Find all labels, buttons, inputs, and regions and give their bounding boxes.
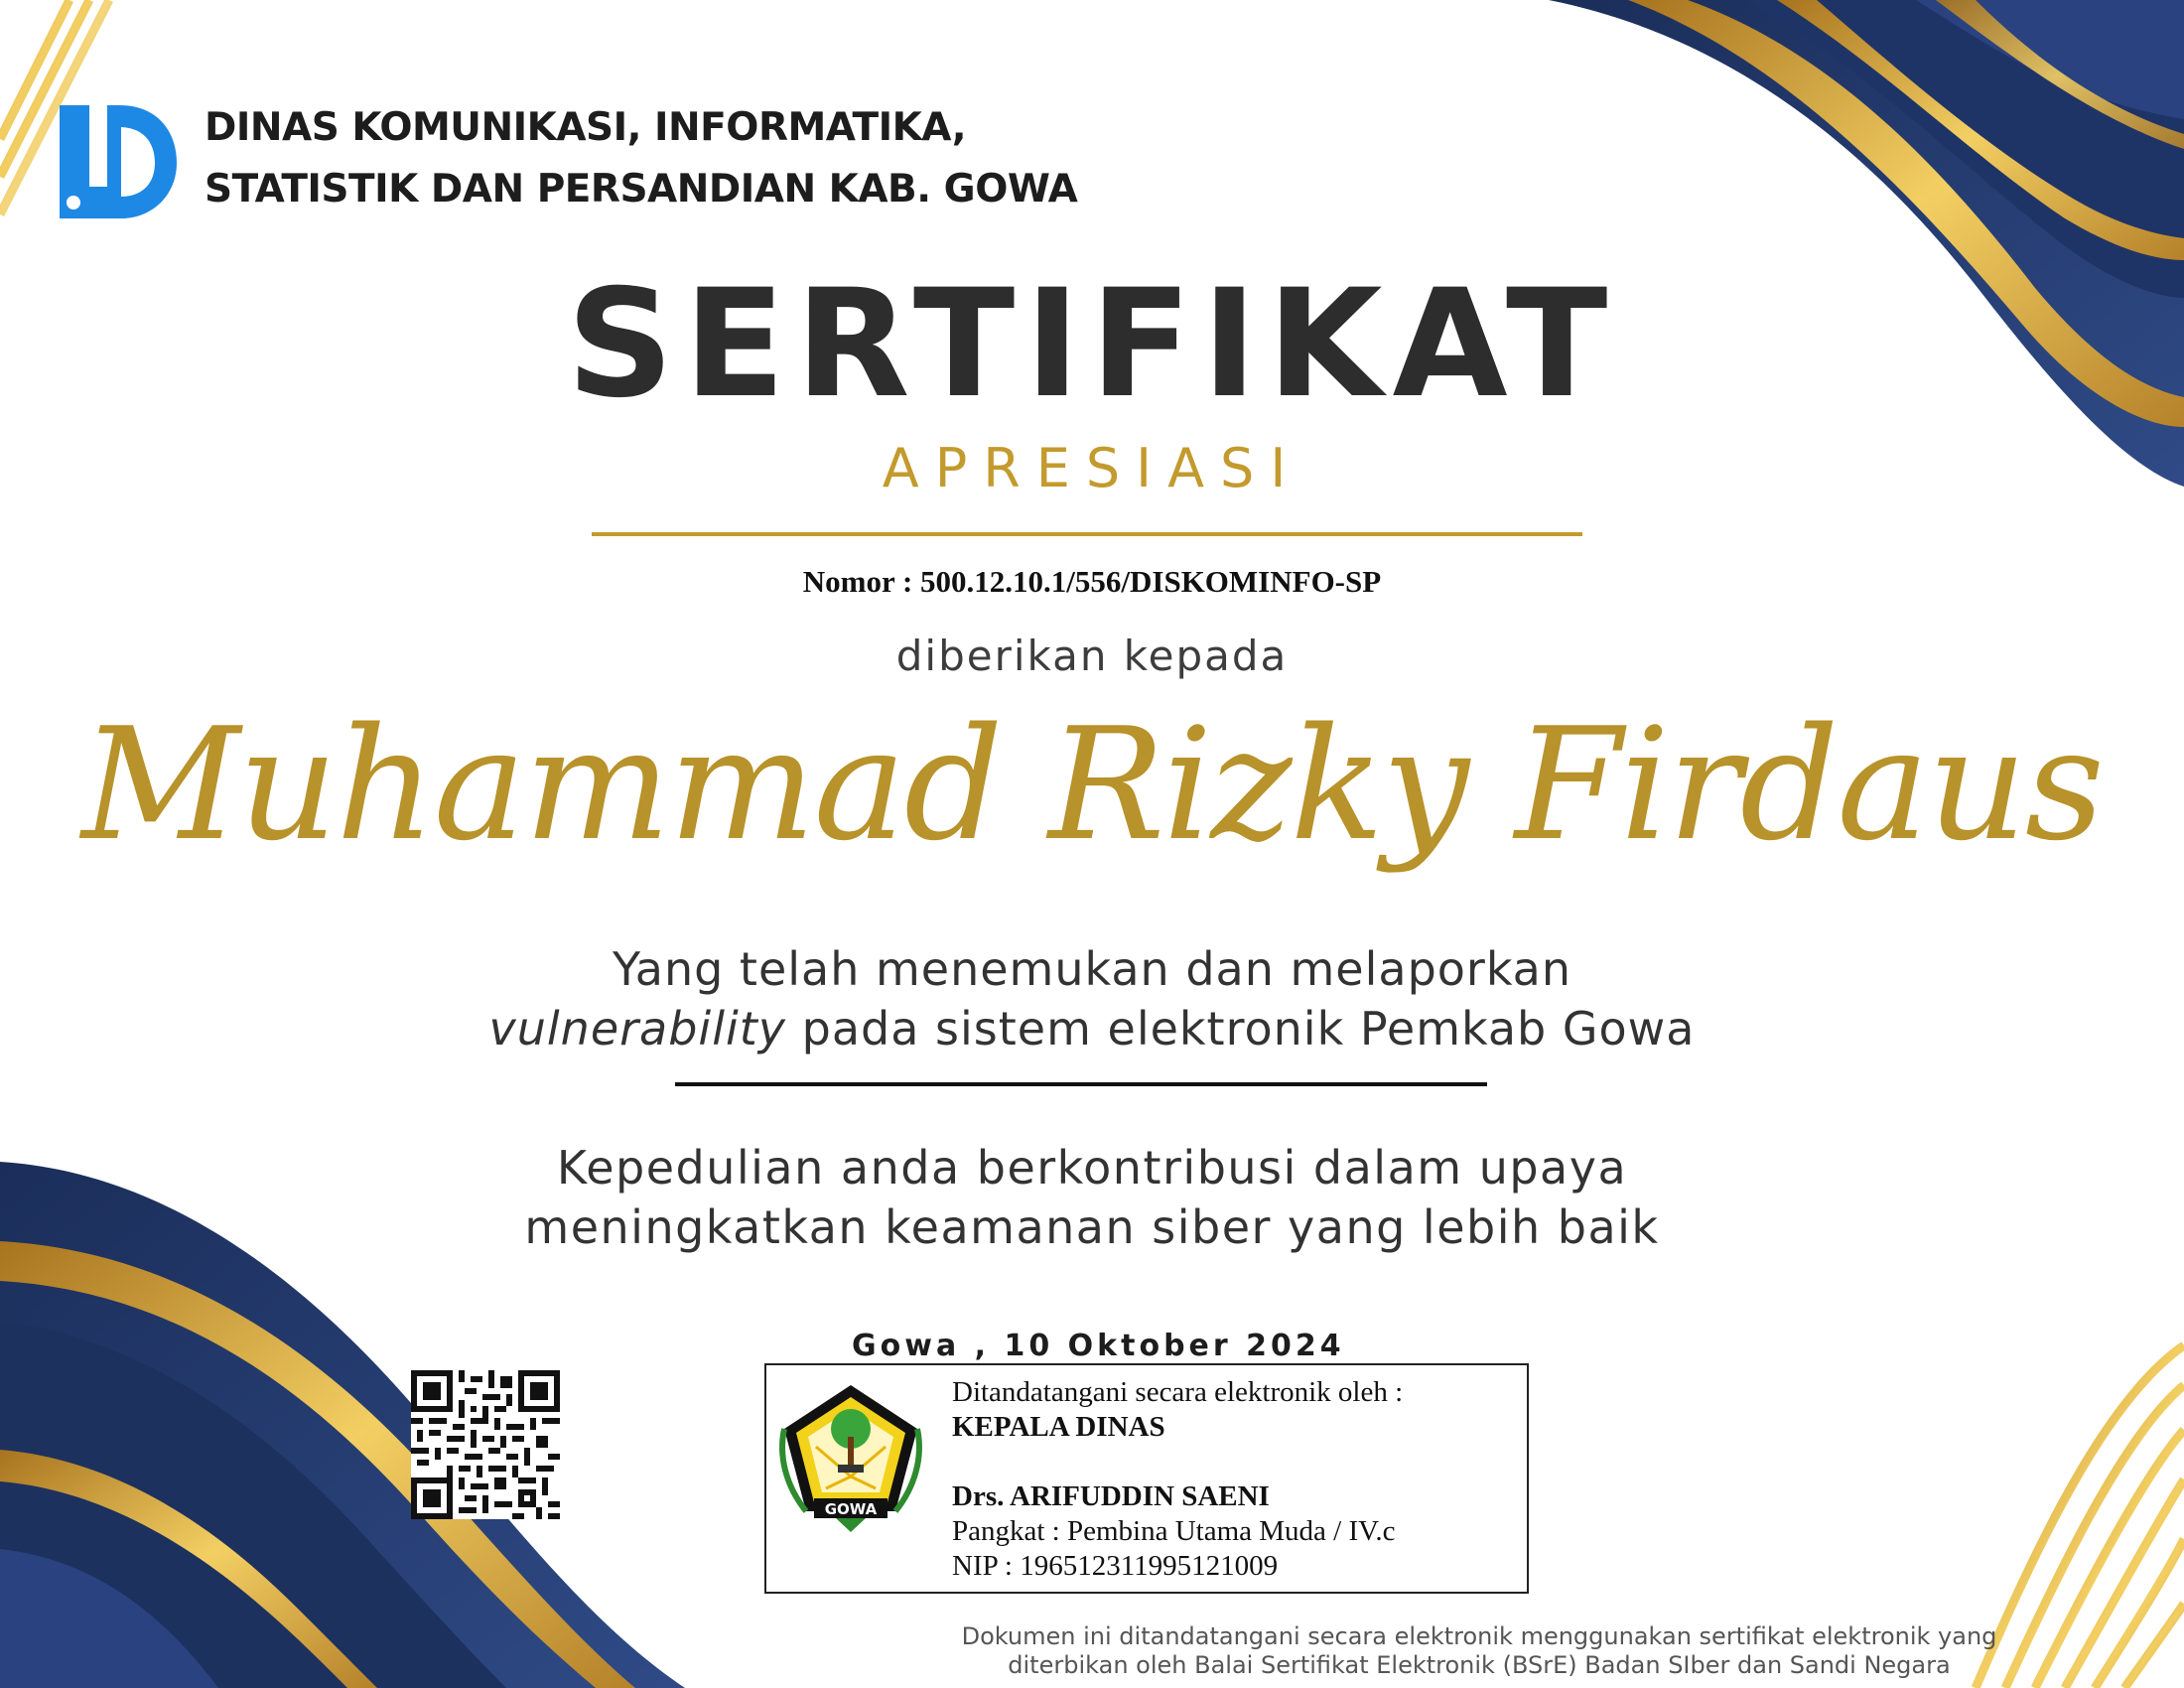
recipient-name: Muhammad Rizky Firdaus: [81, 694, 2103, 875]
organization-name: [205, 97, 1077, 220]
place-date: Gowa , 10 Oktober 2024: [852, 1329, 1345, 1363]
footer-note: [784, 1622, 2174, 1680]
reason-italic-term: vulnerability: [488, 1002, 787, 1055]
seal-text: GOWA: [824, 1500, 878, 1518]
footer-line1: Dokumen ini ditandatangani secara elektronik menggunakan sertifikat elektronik yang: [961, 1622, 1997, 1650]
certificate-title: SERTIFIKAT: [566, 258, 1618, 431]
reason-line2-rest: pada sistem elektronik Pemkab Gowa: [786, 1002, 1696, 1055]
gold-divider: [592, 532, 1582, 536]
appreciation-line1: Kepedulian anda berkontribusi dalam upaya: [556, 1141, 1628, 1195]
given-to-label: diberikan kepada: [895, 632, 1289, 680]
gowa-regency-seal-icon: [776, 1377, 925, 1536]
signer-rank: Pangkat : Pembina Utama Muda / IV.c: [952, 1515, 1396, 1547]
appreciation-line2: meningkatkan keamanan siber yang lebih baik: [524, 1200, 1660, 1254]
black-divider: [675, 1082, 1487, 1086]
diskominfo-logo-icon: [60, 97, 183, 220]
organization-name-line1: DINAS KOMUNIKASI, INFORMATIKA,: [205, 105, 967, 150]
certificate-subtitle: APRESIASI: [882, 437, 1302, 499]
organization-header: [60, 97, 1077, 220]
reason-text: [0, 939, 2184, 1058]
electronic-signature-box: [764, 1363, 1529, 1594]
signer-name: Drs. ARIFUDDIN SAENI: [952, 1480, 1270, 1512]
signed-by-label: Ditandatangani secara elektronik oleh :: [952, 1376, 1404, 1408]
qr-code-icon: [411, 1370, 560, 1519]
reason-line2: [0, 999, 2184, 1058]
signer-position: KEPALA DINAS: [952, 1411, 1165, 1443]
organization-name-line2: STATISTIK DAN PERSANDIAN KAB. GOWA: [205, 167, 1078, 211]
footer-line2: diterbikan oleh Balai Sertifikat Elektronik (BSrE) Badan SIber dan Sandi Negara: [1008, 1651, 1951, 1679]
certificate-number: Nomor : 500.12.10.1/556/DISKOMINFO-SP: [802, 564, 1382, 599]
appreciation-text: [0, 1138, 2184, 1257]
reason-line1: Yang telah menemukan dan melaporkan: [612, 942, 1571, 996]
signature-details: [952, 1375, 1403, 1584]
signer-nip: NIP : 196512311995121009: [952, 1550, 1279, 1582]
